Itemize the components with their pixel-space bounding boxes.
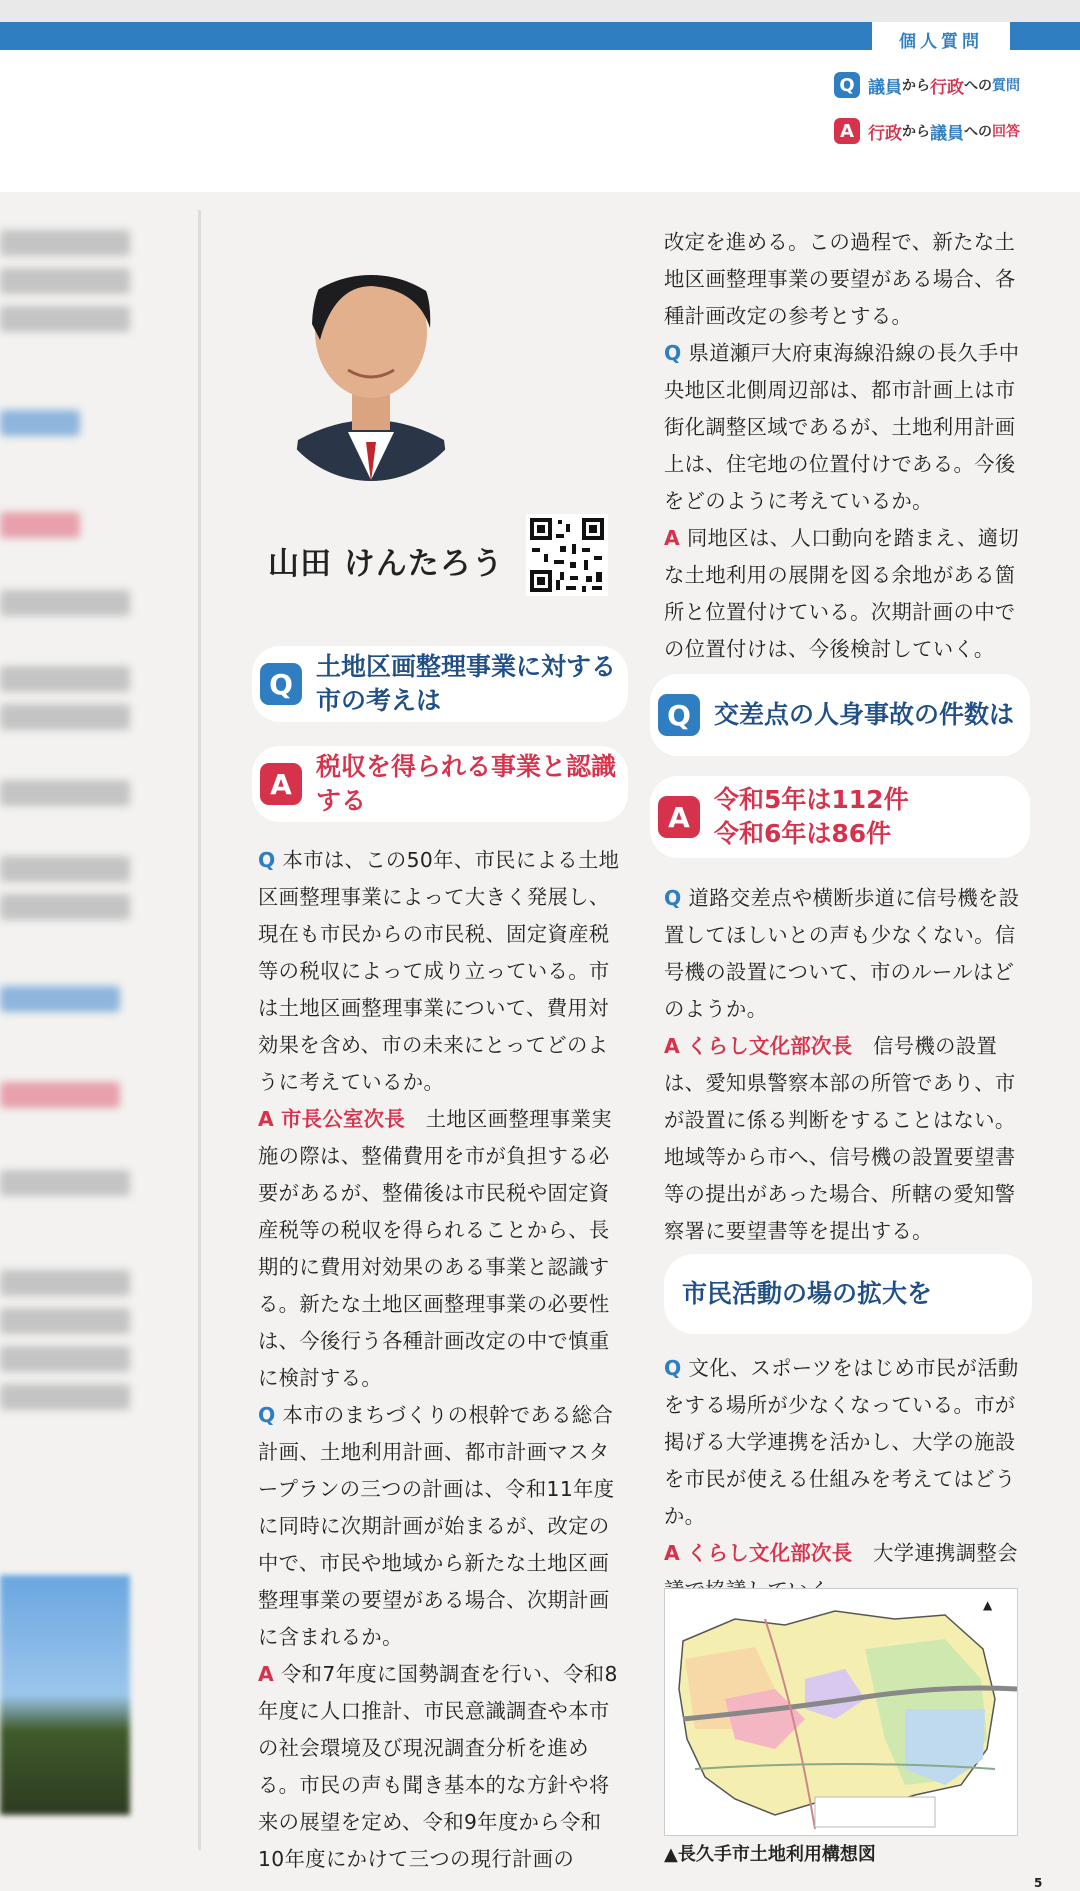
paragraph-text: 同地区は、人口動向を踏まえ、適切な土地利用の展開を図る余地がある箇所と位置付けている。次期計画の中での位置付けは、今後検討していく。: [664, 526, 1020, 661]
blurred-photo: [0, 1575, 130, 1815]
a-icon: A: [260, 763, 302, 805]
svg-text:▲: ▲: [983, 1598, 993, 1612]
heading-text: 令和6年は86件: [714, 819, 892, 848]
q-icon: Q: [658, 694, 700, 736]
column-1-body: [258, 842, 620, 1878]
legend-word: への: [964, 124, 992, 140]
a-mark: A: [664, 526, 681, 550]
a-icon: A: [834, 118, 860, 144]
legend-word: から: [902, 78, 930, 94]
a-mark: A: [258, 1107, 275, 1131]
heading-topic-3: [664, 1254, 1032, 1334]
legend-question: [834, 72, 1020, 98]
paragraph-text: 大学連携調整会: [873, 1541, 1018, 1565]
legend-word: 行政: [930, 77, 964, 98]
paragraph-text: 改定を進める。この過程で、新たな土地区画整理事業の要望がある場合、各種計画改定の参考とする。: [664, 230, 1016, 328]
a-icon: A: [658, 796, 700, 838]
paragraph-text: 信号機の設置は、愛知県警察本部の所管であり、市が設置に係る判断をすることはない。地域等から市へ、信号機の設置要望書等の提出があった場合、所轄の愛知警察署に要望書等を提出する。: [664, 1034, 1016, 1243]
legend-word: 議員: [930, 123, 964, 144]
member-name: 山田 けんたろう: [268, 546, 504, 582]
q-icon: Q: [834, 72, 860, 98]
respondent-role: くらし文化部次長: [686, 1034, 853, 1058]
heading-text: 税収を得られる事業と認識する: [316, 752, 617, 815]
respondent-role: 市長公室次長: [280, 1107, 406, 1131]
paragraph-text: 令和7年度に国勢調査を行い、令和8年度に人口推計、市民意識調査や本市の社会環境及び現況調査分析を進める。市民の声も聞き基本的な方針や将来の展望を定め、令和9年度から令和10年度にかけて三つの現行計画の: [258, 1662, 618, 1871]
heading-text: 令和5年は112件: [714, 785, 909, 814]
paragraph: [664, 1350, 1020, 1535]
paragraph-text: 文化、スポーツをはじめ市民が活動をする場所が少なくなっている。市が掲げる大学連携を活かし、大学の施設を市民が使える仕組みを考えてはどうか。: [664, 1356, 1019, 1528]
paragraph: [258, 1397, 620, 1656]
legend-word: 行政: [868, 123, 902, 144]
legend-word: 質問: [992, 78, 1020, 94]
paragraph-text: 土地区画整理事業実施の際は、整備費用を市が負担する必要があるが、整備後は市民税や固定資産税等の税収を得られることから、長期的に費用対効果のある事業と認識する。新たな土地区画整理事業の必要性は、今後行う各種計画改定の中で慎重に検討する。: [258, 1107, 612, 1390]
paragraph-text: 県道瀬戸大府東海線沿線の長久手中央地区北側周辺部は、都市計画上は市街化調整区域であるが、土地利用計画上は、住宅地の位置付けである。今後をどのように考えているか。: [664, 341, 1020, 513]
heading-text: 交差点の人身事故の件数は: [714, 700, 1015, 729]
q-mark: Q: [258, 1403, 276, 1427]
paragraph: [664, 1028, 1020, 1250]
paragraph: [664, 880, 1020, 1028]
section-tab: 個人質問: [872, 22, 1010, 62]
paragraph: [258, 1101, 620, 1397]
paragraph-text: 本市のまちづくりの根幹である総合計画、土地利用計画、都市計画マスタープランの三つの計画は、令和11年度に同時に次期計画が始まるが、改定の中で、市民や地域から新たな土地区画整理事業の要望がある場合、次期計画に含まれるか。: [258, 1403, 615, 1649]
heading-question-1: [252, 646, 628, 722]
paragraph-text: 本市は、この50年、市民による土地区画整理事業によって大きく発展し、現在も市民からの市民税、固定資産税等の税収によって成り立っている。市は土地区画整理事業について、費用対効果を含め、市の未来にとってどのように考えているか。: [258, 848, 620, 1094]
a-mark: A: [664, 1541, 681, 1565]
legend-answer: [834, 118, 1020, 144]
a-mark: A: [258, 1662, 275, 1686]
heading-text: 市民活動の場の拡大を: [682, 1279, 933, 1308]
q-mark: Q: [258, 848, 276, 872]
qr-code[interactable]: [526, 514, 608, 596]
legend-word: から: [902, 124, 930, 140]
q-mark: Q: [664, 341, 682, 365]
q-mark: Q: [664, 886, 682, 910]
paragraph-text: 道路交差点や横断歩道に信号機を設置してほしいとの声も少なくない。信号機の設置について、市のルールはどのようか。: [664, 886, 1020, 1021]
heading-answer-2: [650, 776, 1030, 858]
legend-word: への: [964, 78, 992, 94]
legend-word: 議員: [868, 77, 902, 98]
heading-answer-1: [252, 746, 628, 822]
q-mark: Q: [664, 1356, 682, 1380]
heading-question-2: [650, 674, 1030, 756]
column-2-top: [664, 224, 1020, 668]
q-icon: Q: [260, 663, 302, 705]
page-number: 5: [1034, 1876, 1043, 1890]
member-portrait: [268, 220, 474, 518]
land-use-map: [664, 1588, 1018, 1836]
paragraph: [258, 842, 620, 1101]
map-caption: ▲長久手市土地利用構想図: [664, 1844, 876, 1865]
respondent-role: くらし文化部次長: [686, 1541, 853, 1565]
blurred-left-column: [0, 210, 140, 1850]
column-2-middle: [664, 880, 1020, 1250]
paragraph: [258, 1656, 620, 1878]
paragraph: [664, 335, 1020, 520]
paragraph: [664, 520, 1020, 668]
heading-text: 土地区画整理事業に対する市の考えは: [316, 652, 617, 715]
legend-word: 回答: [992, 124, 1020, 140]
a-mark: A: [664, 1034, 681, 1058]
column-2-bottom: [664, 1350, 1020, 1609]
column-divider: [198, 210, 201, 1850]
